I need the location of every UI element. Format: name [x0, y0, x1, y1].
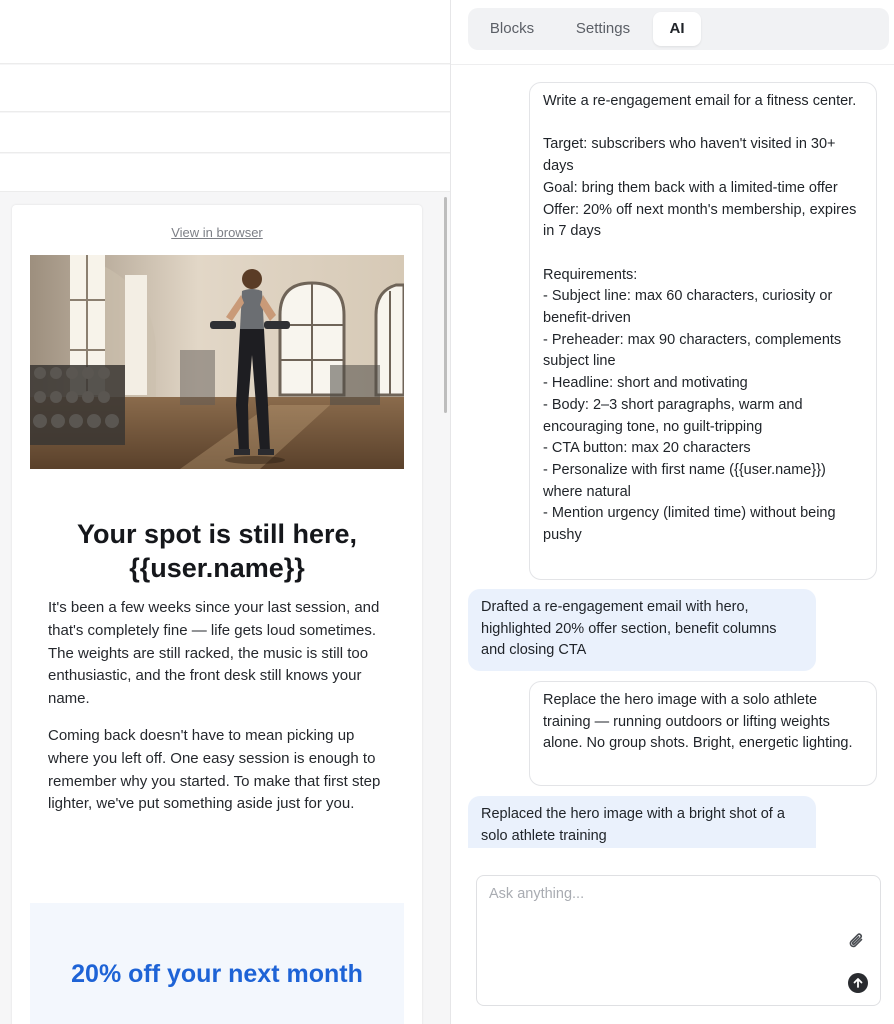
- arrow-up-icon: [852, 977, 864, 989]
- chat-input-box: [476, 875, 881, 1006]
- paperclip-icon[interactable]: [847, 930, 867, 952]
- user-message: Write a re-engagement email for a fitness center. Target: subscribers who haven't visited in 30+ days Goal: bring them back with a limited-time offer Offer: 20% off next month's membership, expires in 7 days Requirements: - Subject line: max 60 characters, curiosity or benefit-driven - Preheader: max 90 characters, complements subject line - Headline: short and motivating - Body: 2–3 short paragraphs, warm and encouraging tone, no guilt-tripping - CTA button: max 20 characters - Personalize with first name ({{user.name}}) where natural - Mention urgency (limited time) without being pushy: [529, 82, 877, 580]
- email-headline[interactable]: Your spot is still here, {{user.name}}: [76, 519, 358, 583]
- editor-toolbar: [0, 0, 450, 64]
- chat-input[interactable]: [489, 886, 829, 946]
- editor-scrollbar[interactable]: [444, 197, 447, 413]
- send-button[interactable]: [848, 973, 868, 993]
- sidebar-panel: [451, 0, 894, 1024]
- email-body-paragraph[interactable]: It's been a few weeks since your last session, and that's completely fine — life gets loud sometimes. The weights are still racked, the music is still too enthusiastic, and the front desk still knows your name.: [48, 599, 380, 708]
- sidebar-tabs: [468, 8, 889, 50]
- preheader-row[interactable]: [0, 113, 450, 153]
- email-body-paragraph[interactable]: Coming back doesn't have to mean picking up where you left off. One easy session is enough to remember why you started. To make that first step lighter, we've put something aside just for you.: [48, 727, 381, 813]
- view-in-browser-link[interactable]: View in browser: [171, 225, 263, 240]
- assistant-message: Drafted a re-engagement email with hero, highlighted 20% offer section, benefit columns and closing CTA: [468, 589, 816, 671]
- subject-line-row[interactable]: [0, 65, 450, 112]
- hero-image[interactable]: [30, 255, 404, 469]
- tab-blocks[interactable]: Blocks: [489, 20, 535, 37]
- chat-thread[interactable]: [451, 65, 894, 848]
- email-preview: [12, 205, 422, 1024]
- user-message: Replace the hero image with a solo athlete training — running outdoors or lifting weights alone. No group shots. Bright, energetic lighting.: [529, 681, 877, 786]
- tab-settings[interactable]: Settings: [575, 20, 631, 37]
- offer-section[interactable]: [30, 903, 404, 1024]
- tab-ai[interactable]: AI: [653, 12, 701, 46]
- offer-title: 20% off your next month: [71, 960, 363, 988]
- sender-row[interactable]: [0, 154, 450, 192]
- assistant-message: Replaced the hero image with a bright shot of a solo athlete training: [468, 796, 816, 848]
